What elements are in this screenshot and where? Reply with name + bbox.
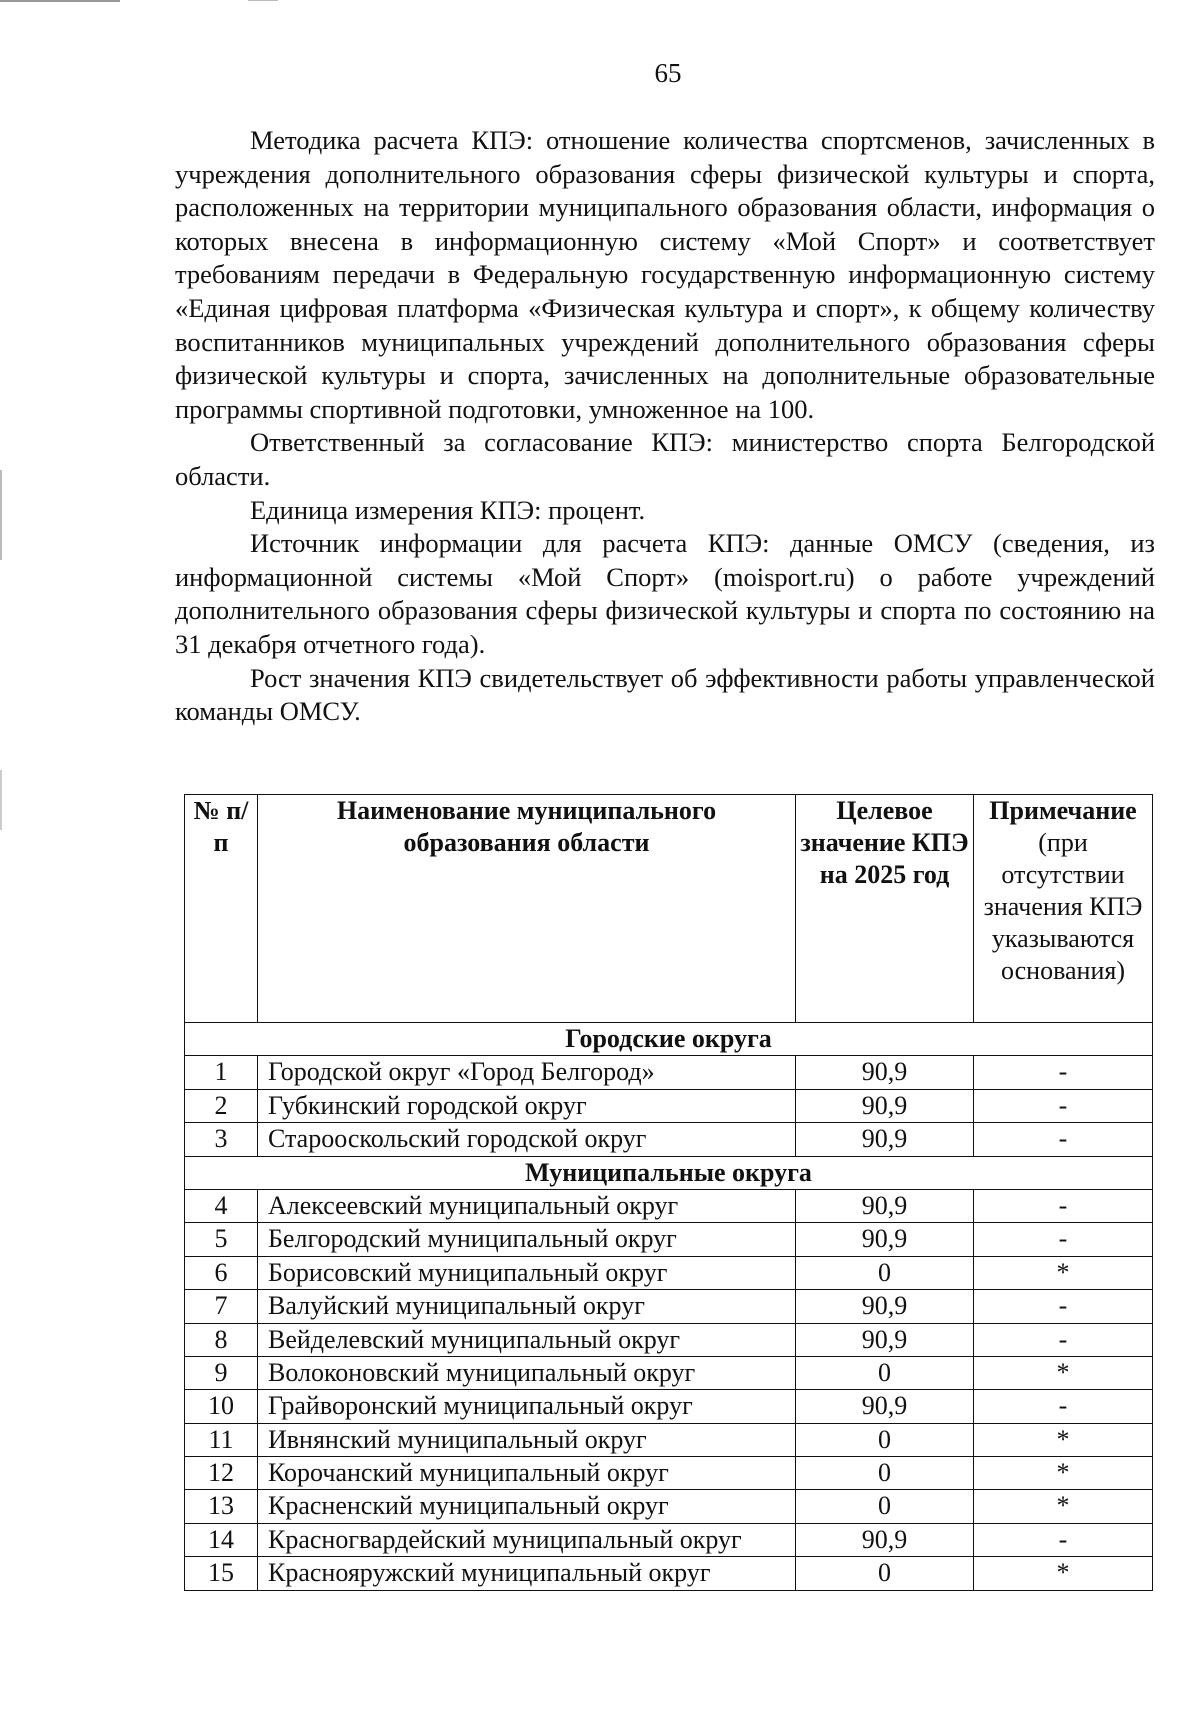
row-target-value: 0 xyxy=(796,1256,974,1289)
table-row xyxy=(185,1523,1153,1556)
row-target-value: 0 xyxy=(796,1557,974,1590)
row-name: Грайворонский муниципальный округ xyxy=(258,1390,796,1423)
scan-edge-line xyxy=(0,470,2,560)
table-row xyxy=(185,1390,1153,1423)
table-row xyxy=(185,1223,1153,1256)
row-number: 5 xyxy=(185,1223,258,1256)
paragraph-source: Источник информации для расчета КПЭ: данные ОМСУ (сведения, из информационной системы «Мой Спорт» (moisport.ru) о работе учреждений дополнительного образования сферы физической культуры и спорта по состоянию на 31 декабря отчетного года). xyxy=(175,528,1155,659)
row-target-value: 0 xyxy=(796,1356,974,1389)
section-title: Муниципальные округа xyxy=(185,1156,1153,1189)
row-target-value: 0 xyxy=(796,1423,974,1456)
row-name: Алексеевский муниципальный округ xyxy=(258,1189,796,1222)
row-target-value: 0 xyxy=(796,1490,974,1523)
row-number: 1 xyxy=(185,1056,258,1089)
row-note: - xyxy=(974,1123,1153,1156)
table-row xyxy=(185,1457,1153,1490)
kpi-table xyxy=(184,794,1153,1591)
table-row xyxy=(185,1089,1153,1122)
row-name: Краснояружский муниципальный округ xyxy=(258,1557,796,1590)
table-body xyxy=(185,1023,1153,1591)
row-note: - xyxy=(974,1223,1153,1256)
row-target-value: 90,9 xyxy=(796,1123,974,1156)
row-note: - xyxy=(974,1390,1153,1423)
paragraph-methodology: Методика расчета КПЭ: отношение количества спортсменов, зачисленных в учреждения дополнительного образования сферы физической культуры и спорта, расположенных на территории муниципального образования области, информация о которых внесена в информационную систему «Мой Спорт» и соответствует требованиям передачи в Федеральную государственную информационную систему «Единая цифровая платформа «Физическая культура и спорт», к общему количеству воспитанников муниципальных учреждений дополнительного образования сферы физической культуры и спорта, зачисленных на дополнительные образовательные программы спортивной подготовки, умноженное на 100. xyxy=(175,125,1155,424)
row-target-value: 90,9 xyxy=(796,1290,974,1323)
row-target-value: 90,9 xyxy=(796,1223,974,1256)
row-number: 10 xyxy=(185,1390,258,1423)
table-header-row xyxy=(185,795,1153,1023)
row-number: 2 xyxy=(185,1089,258,1122)
row-note: - xyxy=(974,1290,1153,1323)
table-section-row xyxy=(185,1156,1153,1189)
row-number: 7 xyxy=(185,1290,258,1323)
paragraph-responsible: Ответственный за согласование КПЭ: министерство спорта Белгородской области. xyxy=(175,427,1155,491)
table-row xyxy=(185,1323,1153,1356)
paragraph-unit: Единица измерения КПЭ: процент. xyxy=(250,494,646,525)
row-number: 11 xyxy=(185,1423,258,1456)
row-note: * xyxy=(974,1557,1153,1590)
row-name: Борисовский муниципальный округ xyxy=(258,1256,796,1289)
table-row xyxy=(185,1189,1153,1222)
row-target-value: 90,9 xyxy=(796,1089,974,1122)
table-row xyxy=(185,1557,1153,1590)
header-note-title: Примечание xyxy=(989,796,1137,825)
row-name: Валуйский муниципальный округ xyxy=(258,1290,796,1323)
row-note: * xyxy=(974,1256,1153,1289)
row-target-value: 90,9 xyxy=(796,1056,974,1089)
row-number: 6 xyxy=(185,1256,258,1289)
scan-edge-line xyxy=(0,770,2,830)
row-name: Волоконовский муниципальный округ xyxy=(258,1356,796,1389)
row-target-value: 0 xyxy=(796,1457,974,1490)
row-target-value: 90,9 xyxy=(796,1390,974,1423)
paragraph-growth: Рост значения КПЭ свидетельствует об эффективности работы управленческой команды ОМСУ. xyxy=(175,662,1155,727)
row-number: 9 xyxy=(185,1356,258,1389)
body-text xyxy=(175,124,1155,729)
header-note-detail: (при отсутствии значения КПЭ указываются основания) xyxy=(983,828,1143,985)
row-target-value: 90,9 xyxy=(796,1323,974,1356)
row-note: * xyxy=(974,1423,1153,1456)
row-target-value: 90,9 xyxy=(796,1189,974,1222)
table-section-row xyxy=(185,1023,1153,1056)
table-row xyxy=(185,1423,1153,1456)
row-note: * xyxy=(974,1457,1153,1490)
row-name: Городской округ «Город Белгород» xyxy=(258,1056,796,1089)
header-num: № п/п xyxy=(185,795,258,1023)
row-number: 15 xyxy=(185,1557,258,1590)
row-name: Ивнянский муниципальный округ xyxy=(258,1423,796,1456)
table-row xyxy=(185,1356,1153,1389)
header-name: Наименование муниципального образования области xyxy=(258,795,796,1023)
row-note: - xyxy=(974,1523,1153,1556)
row-number: 4 xyxy=(185,1189,258,1222)
table-row xyxy=(185,1123,1153,1156)
table-row xyxy=(185,1056,1153,1089)
row-number: 13 xyxy=(185,1490,258,1523)
page-number: 65 xyxy=(654,58,682,88)
row-name: Белгородский муниципальный округ xyxy=(258,1223,796,1256)
row-number: 12 xyxy=(185,1457,258,1490)
row-name: Старооскольский городской округ xyxy=(258,1123,796,1156)
section-title: Городские округа xyxy=(185,1023,1153,1056)
table-row xyxy=(185,1256,1153,1289)
row-name: Красненский муниципальный округ xyxy=(258,1490,796,1523)
row-number: 14 xyxy=(185,1523,258,1556)
row-name: Вейделевский муниципальный округ xyxy=(258,1323,796,1356)
row-target-value: 90,9 xyxy=(796,1523,974,1556)
row-note: * xyxy=(974,1356,1153,1389)
row-number: 3 xyxy=(185,1123,258,1156)
header-note xyxy=(974,795,1153,1023)
table-row xyxy=(185,1490,1153,1523)
row-name: Губкинский городской округ xyxy=(258,1089,796,1122)
row-note: - xyxy=(974,1323,1153,1356)
row-note: - xyxy=(974,1056,1153,1089)
row-note: - xyxy=(974,1089,1153,1122)
row-name: Корочанский муниципальный округ xyxy=(258,1457,796,1490)
header-target: Целевое значение КПЭ на 2025 год xyxy=(796,795,974,1023)
row-note: * xyxy=(974,1490,1153,1523)
table-row xyxy=(185,1290,1153,1323)
row-name: Красногвардейский муниципальный округ xyxy=(258,1523,796,1556)
row-note: - xyxy=(974,1189,1153,1222)
scan-edge-line xyxy=(0,0,120,2)
row-number: 8 xyxy=(185,1323,258,1356)
scan-edge-line xyxy=(248,0,278,1)
